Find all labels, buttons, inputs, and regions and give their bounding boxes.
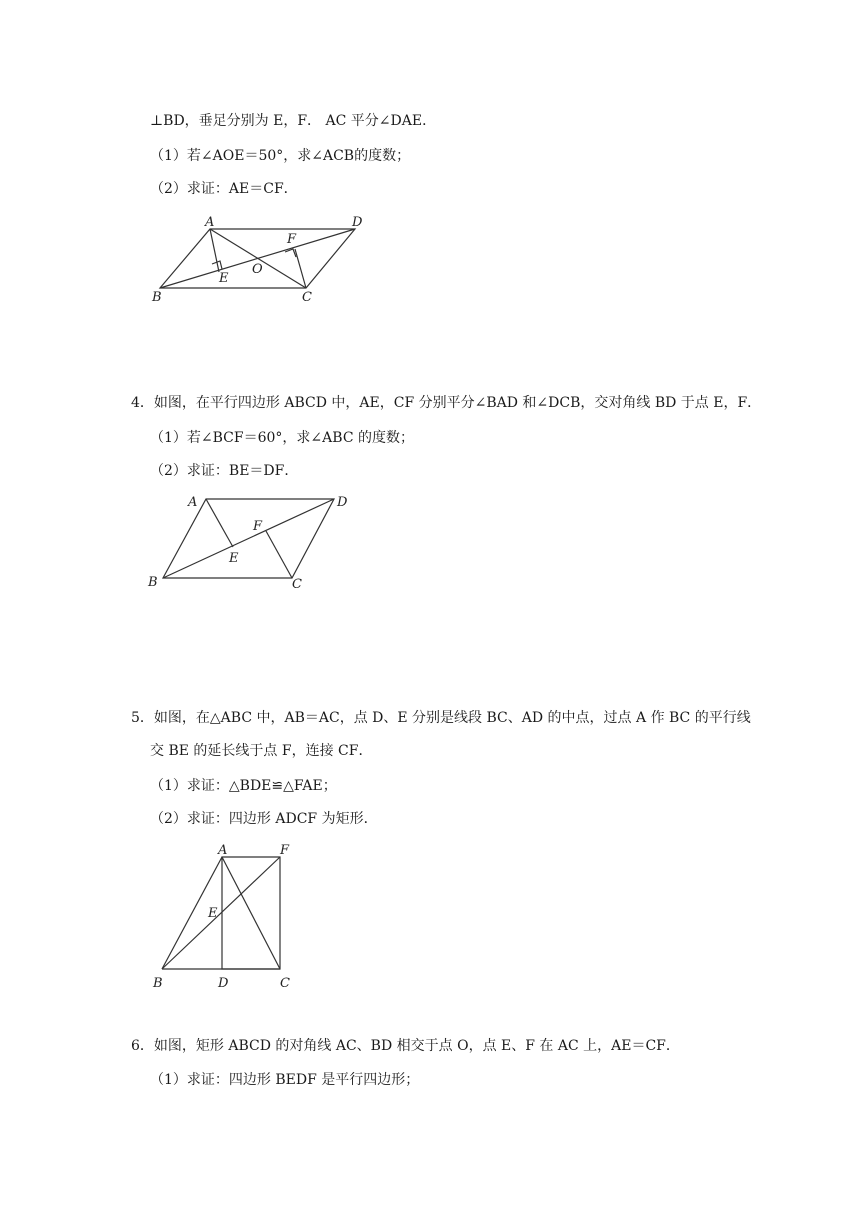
p4-label-A: A — [188, 495, 198, 510]
p6-question-1: （1）求证：四边形 BEDF 是平行四边形； — [150, 1072, 420, 1088]
p6-stem: 6．如图，矩形 ABCD 的对角线 AC、BD 相交于点 O，点 E、F 在 AC 上，AE＝CF． — [131, 1038, 680, 1054]
p3-label-C: C — [302, 290, 312, 305]
p3-stem-continuation: ⊥BD，垂足分别为 E，F． AC 平分∠DAE． — [150, 113, 437, 129]
p4-label-D: D — [337, 495, 348, 510]
p5-stem-line-1: 5．如图，在△ABC 中，AB＝AC，点 D、E 分别是线段 BC、AD 的中点，过点 A 作 BC 的平行线 — [131, 710, 751, 726]
p4-question-1: （1）若∠BCF＝60°，求∠ABC 的度数； — [150, 430, 414, 446]
p5-label-F: F — [280, 843, 290, 858]
p4-label-B: B — [148, 575, 158, 590]
p3-question-2: （2）求证：AE＝CF． — [150, 181, 298, 197]
p5-stem-line-2: 交 BE 的延长线于点 F，连接 CF． — [150, 743, 373, 759]
p3-label-E: E — [219, 271, 229, 286]
p4-label-E: E — [229, 551, 239, 566]
p5-label-E: E — [208, 906, 218, 921]
p4-label-F: F — [253, 519, 263, 534]
p5-label-C: C — [280, 976, 290, 991]
p4-question-2: （2）求证：BE＝DF． — [150, 463, 299, 479]
p5-question-1: （1）求证：△BDE≌△FAE； — [150, 778, 337, 794]
p4-stem: 4．如图，在平行四边形 ABCD 中，AE，CF 分别平分∠BAD 和∠DCB，交对角线 BD 于点 E，F． — [131, 395, 762, 411]
p5-label-D: D — [218, 976, 229, 991]
p4-label-C: C — [292, 577, 302, 592]
p3-label-O: O — [252, 262, 263, 277]
p3-label-B: B — [152, 290, 162, 305]
p3-label-D: D — [352, 215, 363, 230]
p3-label-A: A — [205, 215, 215, 230]
p3-question-1: （1）若∠AOE＝50°，求∠ACB的度数； — [150, 148, 411, 164]
p5-label-B: B — [153, 976, 163, 991]
p5-label-A: A — [218, 843, 228, 858]
p3-label-F: F — [287, 232, 297, 247]
p5-question-2: （2）求证：四边形 ADCF 为矩形． — [150, 811, 378, 827]
